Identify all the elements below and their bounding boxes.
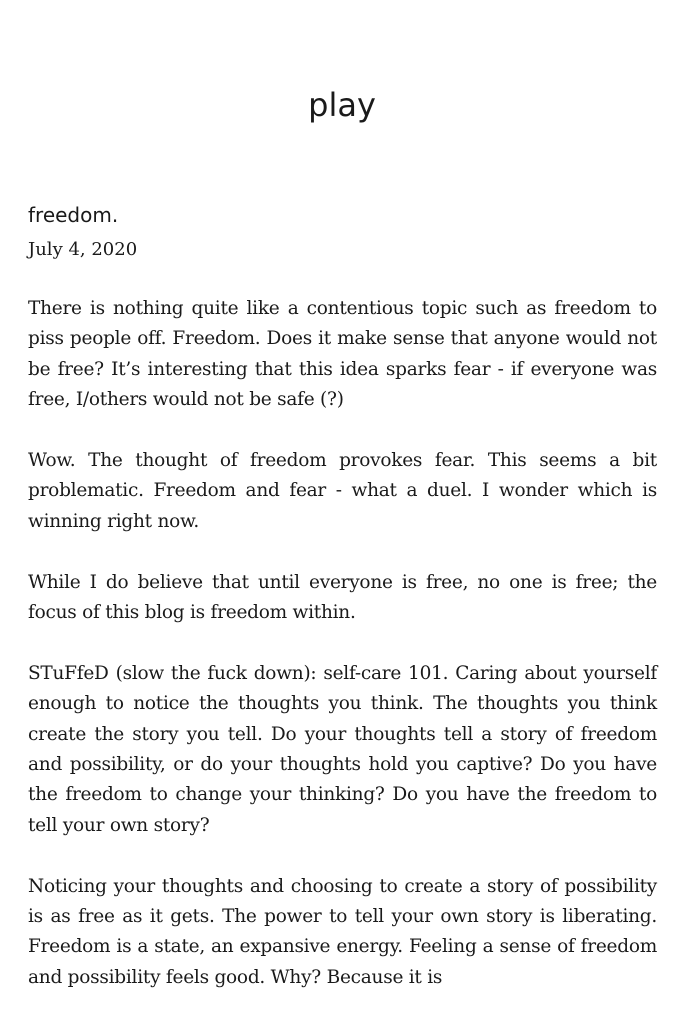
post-title[interactable]: freedom.: [28, 203, 119, 227]
post-date[interactable]: July 4, 2020: [28, 239, 138, 260]
blog-post: [28, 200, 657, 1024]
post-paragraph-4: STuFfeD (slow the fuck down): self-care 101. Caring about yourself enough to notice the thoughts you think. The thoughts you think create the story you tell. Do your thoughts tell a story of freedom and possibility, or do your thoughts hold you captive? Do you have the freedom to change your thinking? Do you have the freedom to tell your own story?: [28, 662, 657, 836]
site-title[interactable]: play: [308, 86, 376, 124]
post-body: [28, 294, 657, 993]
post-paragraph-2: Wow. The thought of freedom provokes fear. This seems a bit problematic. Freedom and fear - what a duel. I wonder which is winning right now.: [28, 450, 657, 532]
post-paragraph-5: Noticing your thoughts and choosing to create a story of possibility is as free as it gets. The power to tell your own story is liberating. Freedom is a state, an expansive energy. Feeling a sense of freedom and possibility feels good. Why? Because it is: [28, 875, 657, 988]
post-paragraph-1: There is nothing quite like a contentious topic such as freedom to piss people off. Freedom. Does it make sense that anyone would not be free? It’s interesting that this idea sparks fear - if everyone was free, I/others would not be safe (?): [28, 298, 657, 411]
post-paragraph-3: While I do believe that until everyone is free, no one is free; the focus of this blog is freedom within.: [28, 571, 657, 624]
